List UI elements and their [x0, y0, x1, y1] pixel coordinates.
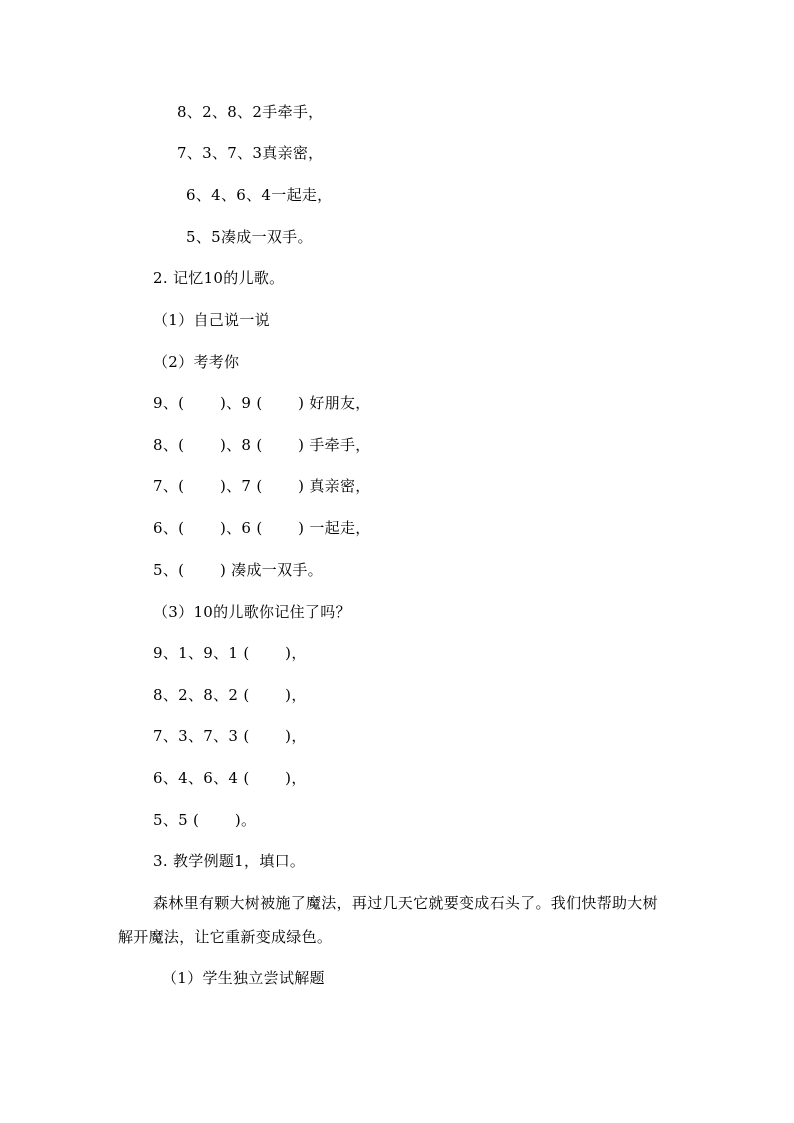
recall-line-5-5: 5、5 ( )。	[153, 811, 257, 829]
recall-line-9-1: 9、1、9、1 ( )，	[153, 644, 307, 662]
subsection-2: （2）考考你	[153, 353, 240, 371]
paragraph-line-1: 森林里有颗大树被施了魔法，再过几天它就要变成石头了。我们快帮助大树	[153, 894, 658, 912]
quiz-line-8: 8、( )、8 ( ) 手牵手，	[153, 436, 371, 454]
subsection-1-solve: （1）学生独立尝试解题	[162, 969, 325, 987]
rhyme-line-6-4: 6、4、6、4一起走，	[186, 186, 333, 204]
quiz-line-7: 7、( )、7 ( ) 真亲密，	[153, 477, 371, 495]
recall-line-7-3: 7、3、7、3 ( )，	[153, 727, 307, 745]
subsection-1: （1）自己说一说	[153, 311, 270, 329]
quiz-line-9: 9、( )、9 ( ) 好朋友，	[153, 394, 371, 412]
rhyme-line-7-3: 7、3、7、3真亲密，	[177, 144, 324, 162]
section-heading-3: 3. 教学例题1，填口。	[153, 852, 306, 870]
recall-line-6-4: 6、4、6、4 ( )，	[153, 769, 307, 787]
quiz-line-6: 6、( )、6 ( ) 一起走，	[153, 519, 371, 537]
rhyme-line-5-5: 5、5凑成一双手。	[186, 228, 313, 246]
paragraph-line-2: 解开魔法，让它重新变成绿色。	[118, 928, 333, 946]
quiz-line-5: 5、( ) 凑成一双手。	[153, 561, 323, 579]
rhyme-line-8-2: 8、2、8、2手牵手，	[177, 103, 324, 121]
section-heading-2: 2. 记忆10的儿歌。	[153, 269, 285, 287]
subsection-3: （3）10的儿歌你记住了吗？	[153, 603, 351, 621]
recall-line-8-2: 8、2、8、2 ( )，	[153, 686, 307, 704]
